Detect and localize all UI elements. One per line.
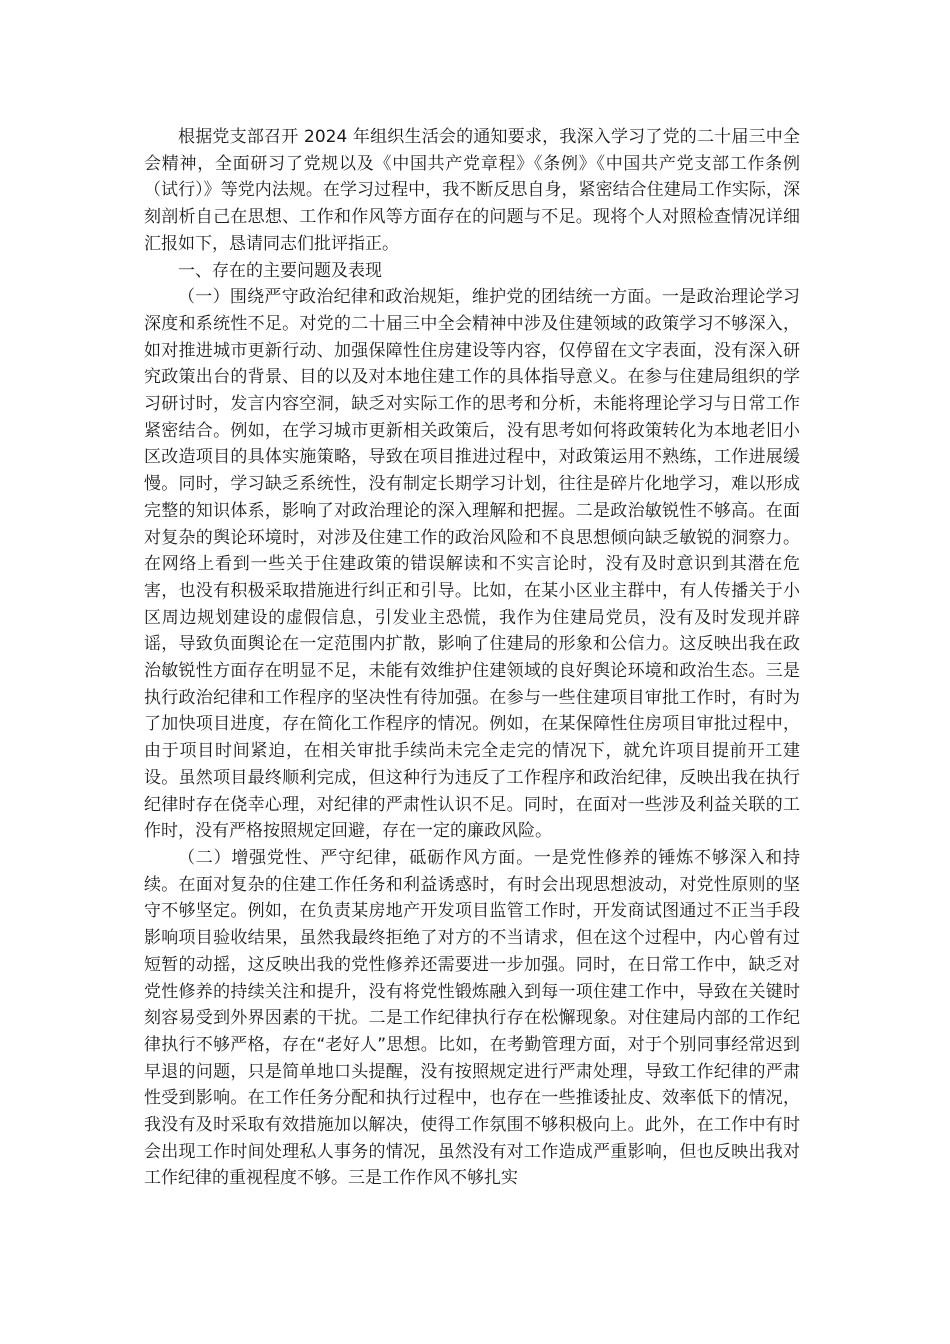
body-paragraph: （一）围绕严守政治纪律和政治规矩，维护党的团结统一方面。一是政治理论学习深度和系统性不足。对党的二十届三中全会精神中涉及住建领域的政策学习不够深入，如对推进城市更新行动、加强保障性住房建设等内容，仅停留在文字表面，没有深入研究政策出台的背景、目的以及对本地住建工作的具体指导意义。在参与住建局组织的学习研讨时，发言内容空洞，缺乏对实际工作的思考和分析，未能将理论学习与日常工作紧密结合。例如，在学习城市更新相关政策后，没有思考如何将政策转化为本地老旧小区改造项目的具体实施策略，导致在项目推进过程中，对政策运用不熟练，工作进展缓慢。同时，学习缺乏系统性，没有制定长期学习计划，往往是碎片化地学习，难以形成完整的知识体系，影响了对政治理论的深入理解和把握。二是政治敏锐性不够高。在面对复杂的舆论环境时，对涉及住建工作的政治风险和不良思想倾向缺乏敏锐的洞察力。在网络上看到一些关于住建政策的错误解读和不实言论时，没有及时意识到其潜在危害，也没有积极采取措施进行纠正和引导。比如，在某小区业主群中，有人传播关于小区周边规划建设的虚假信息，引发业主恐慌，我作为住建局党员，没有及时发现并辟谣，导致负面舆论在一定范围内扩散，影响了住建局的形象和公信力。这反映出我在政治敏锐性方面存在明显不足，未能有效维护住建领域的良好舆论环境和政治生态。三是执行政治纪律和工作程序的坚决性有待加强。在参与一些住建项目审批工作时，有时为了加快项目进度，存在简化工作程序的情况。例如，在某保障性住房项目审批过程中，由于项目时间紧迫，在相关审批手续尚未完全走完的情况下，就允许项目提前开工建设。虽然项目最终顺利完成，但这种行为违反了工作程序和政治纪律，反映出我在执行纪律时存在侥幸心理，对纪律的严肃性认识不足。同时，在面对一些涉及利益关联的工作时，没有严格按照规定回避，存在一定的廉政风险。 bbox=[144, 287, 800, 842]
intro-paragraph: 根据党支部召开 2024 年组织生活会的通知要求，我深入学习了党的二十届三中全会精神，全面研习了党规以及《中国共产党章程》《条例》《中国共产党支部工作条例（试行）》等党内法规。在学习过程中，我不断反思自身，紧密结合住建局工作实际，深刻剖析自己在思想、工作和作风等方面存在的问题与不足。现将个人对照检查情况详细汇报如下，恳请同志们批评指正。 bbox=[144, 127, 800, 254]
section-heading: 一、存在的主要问题及表现 bbox=[178, 260, 382, 281]
document-body bbox=[144, 124, 800, 1192]
body-paragraph: （二）增强党性、严守纪律，砥砺作风方面。一是党性修养的锤炼不够深入和持续。在面对复杂的住建工作任务和利益诱惑时，有时会出现思想波动，对党性原则的坚守不够坚定。例如，在负责某房地产开发项目监管工作时，开发商试图通过不正当手段影响项目验收结果，虽然我最终拒绝了对方的不当请求，但在这个过程中，内心曾有过短暂的动摇，这反映出我的党性修养还需要进一步加强。同时，在日常工作中，缺乏对党性修养的持续关注和提升，没有将党性锻炼融入到每一项住建工作中，导致在关键时刻容易受到外界因素的干扰。二是工作纪律执行存在松懈现象。对住建局内部的工作纪律执行不够严格，存在“老好人”思想。比如，在考勤管理方面，对于个别同事经常迟到早退的问题，只是简单地口头提醒，没有按照规定进行严肃处理，导致工作纪律的严肃性受到影响。在工作任务分配和执行过程中，也存在一些推诿扯皮、效率低下的情况，我没有及时采取有效措施加以解决，使得工作氛围不够积极向上。此外，在工作中有时会出现工作时间处理私人事务的情况，虽然没有对工作造成严重影响，但也反映出我对工作纪律的重视程度不够。三是工作作风不够扎实 bbox=[144, 847, 800, 1189]
